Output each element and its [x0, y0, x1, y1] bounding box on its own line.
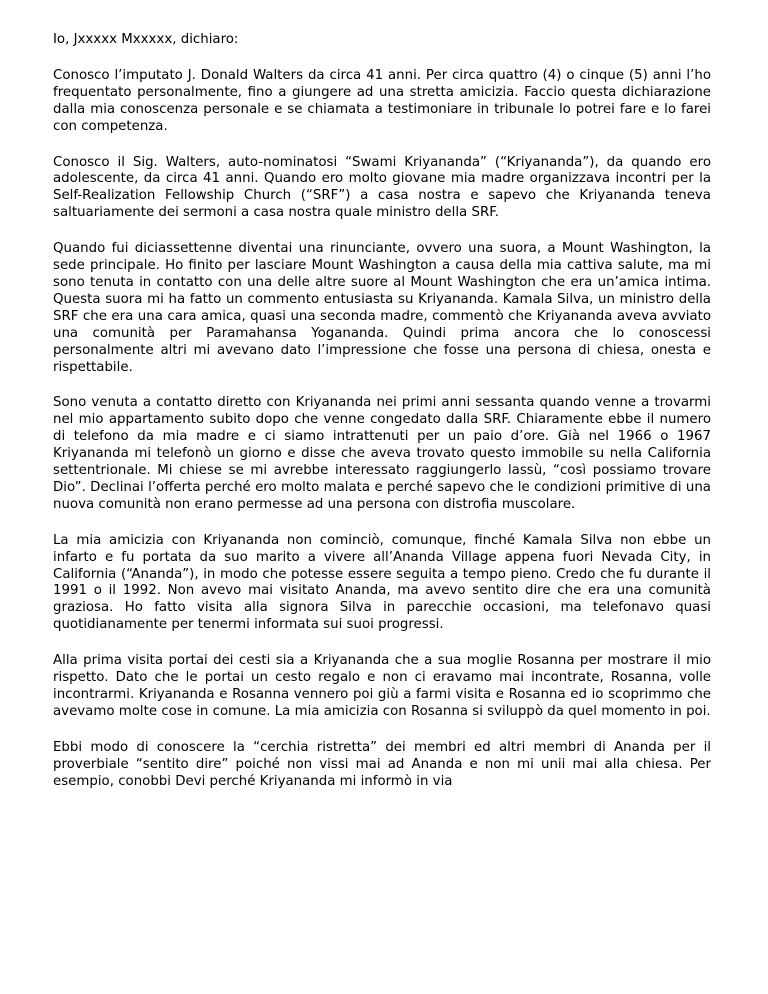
- paragraph-mount-washington: Quando fui diciassettenne diventai una rinunciante, ovvero una suora, a Mount Washington, la sede principale. Ho finito per lasciare Mount Washington a causa della mia cattiva salute, ma mi sono tenuta in contatto con una delle altre suore al Mount Washington che era un’amica intima. Questa suora mi ha fatto un commento entusiasta su Kriyananda. Kamala Silva, un ministro della SRF che era una cara amica, quasi una seconda madre, commentò che Kriyananda aveva avviato una comunità per Paramahansa Yogananda. Quindi prima ancora che lo conoscessi personalmente altri mi avevano dato l’impressione che fosse una persona di chiesa, onesta e rispettabile.: [53, 241, 711, 375]
- paragraph-first-visit: Alla prima visita portai dei cesti sia a Kriyananda che a sua moglie Rosanna per mostrare il mio rispetto. Dato che le portai un cesto regalo e non ci eravamo mai incontrate, Rosanna, volle incontrarmi. Kriyananda e Rosanna vennero poi giù a farmi visita e Rosanna ed io scoprimmo che avevamo molte cose in comune. La mia amicizia con Rosanna si sviluppò da quel momento in poi.: [53, 653, 711, 719]
- paragraph-friendship: La mia amicizia con Kriyananda non cominciò, comunque, finché Kamala Silva non ebbe un infarto e fu portata da suo marito a vivere all’Ananda Village appena fuori Nevada City, in California (“Ananda”), in modo che potesse essere seguita a tempo pieno. Credo che fu durante il 1991 o il 1992. Non avevo mai visitato Ananda, ma avevo sentito dire che era una comunità graziosa. Ho fatto visita alla signora Silva in parecchie occasioni, ma telefonavo quasi quotidianamente per tenermi informata sui suoi progressi.: [53, 532, 711, 633]
- paragraph-direct-contact: Sono venuta a contatto diretto con Kriyananda nei primi anni sessanta quando venne a trovarmi nel mio appartamento subito dopo che venne congedato dalla SRF. Chiaramente ebbe il numero di telefono da mia madre e ci siamo intrattenuti per un paio d’ore. Già nel 1966 o 1967 Kriyananda mi telefonò un giorno e disse che aveva trovato questo immobile su nella California settentrionale. Mi chiese se mi avrebbe interessato raggiungerlo lassù, “così possiamo trovare Dio”. Declinai l’offerta perché ero molto malata e perché sapevo che le condizioni primitive di una nuova comunità non erano permesse ad una persona con distrofia muscolare.: [53, 395, 711, 512]
- paragraph-inner-circle: Ebbi modo di conoscere la “cerchia ristretta” dei membri ed altri membri di Ananda per il proverbiale “sentito dire” poiché non vissi mai ad Ananda e non mi unii mai alla chiesa. Per esempio, conobbi Devi perché Kriyananda mi informò in via: [53, 739, 711, 789]
- paragraph-acquaintance: Conosco l’imputato J. Donald Walters da circa 41 anni. Per circa quattro (4) o cinque (5) anni l’ho frequentato personalmente, fino a giungere ad una stretta amicizia. Faccio questa dichiarazione dalla mia conoscenza personale e se chiamata a testimoniare in tribunale lo potrei fare e lo farei con competenza.: [53, 67, 711, 134]
- paragraph-adolescence: Conosco il Sig. Walters, auto-nominatosi “Swami Kriyananda” (“Kriyananda”), da quando ero adolescente, da circa 41 anni. Quando ero molto giovane mia madre organizzava incontri per la Self-Realization Fellowship Church (“SRF”) a casa nostra e sapevo che Kriyananda teneva saltuariamente dei sermoni a casa nostra quale ministro della SRF.: [53, 154, 711, 221]
- declaration-opening: Io, Jxxxxx Mxxxxx, dichiaro:: [53, 32, 239, 47]
